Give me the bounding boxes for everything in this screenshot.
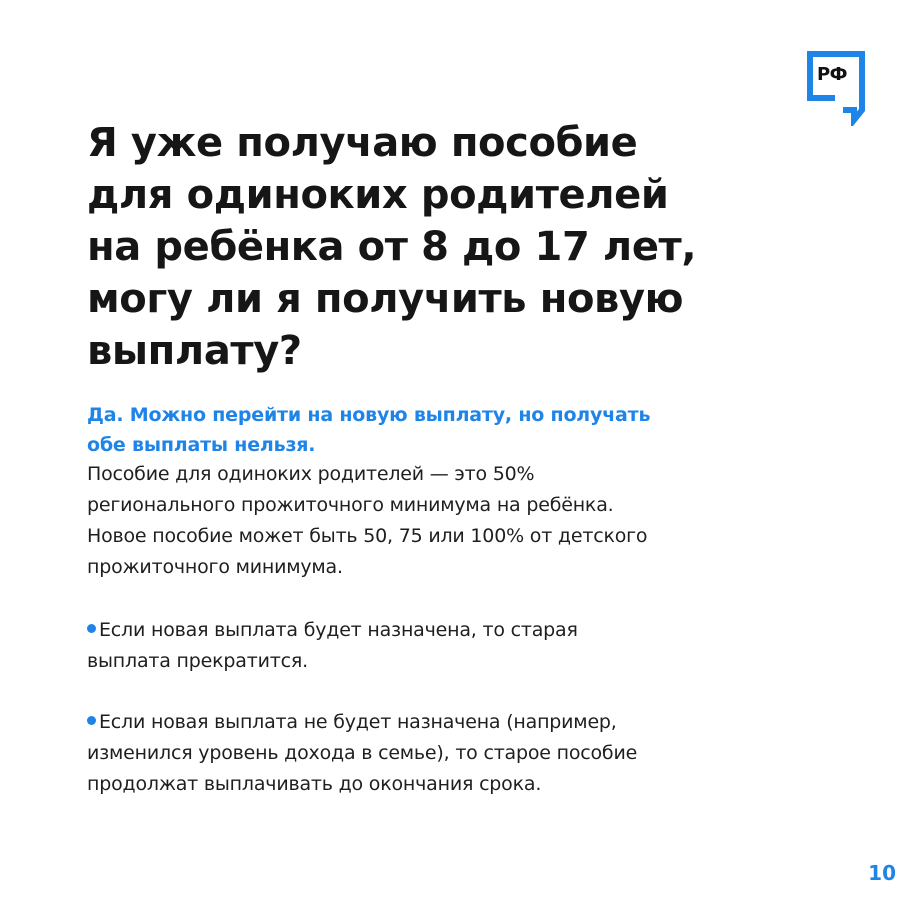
paragraph-line: Пособие для одиноких родителей — это 50% bbox=[87, 463, 535, 485]
title-line: выплату? bbox=[87, 328, 302, 374]
bullet-line: изменился уровень дохода в семье), то старое пособие bbox=[87, 742, 638, 764]
bullet-dot-icon bbox=[87, 624, 96, 633]
bullet-line: выплата прекратится. bbox=[87, 650, 308, 672]
logo-text: РФ bbox=[816, 64, 848, 85]
answer-line: обе выплаты нельзя. bbox=[87, 434, 316, 456]
bullet-text: Если новая выплата будет назначена, то старая bbox=[99, 619, 578, 641]
bullet-line bbox=[87, 707, 847, 738]
bullet-dot-icon bbox=[87, 716, 96, 725]
title-line: на ребёнка от 8 до 17 лет, bbox=[87, 224, 697, 270]
page-number: 10 bbox=[868, 861, 896, 885]
title-line: для одиноких родителей bbox=[87, 172, 669, 218]
title-line: могу ли я получить новую bbox=[87, 276, 684, 322]
paragraph-line: регионального прожиточного минимума на ребёнка. bbox=[87, 494, 614, 516]
bullet-item bbox=[87, 615, 847, 677]
paragraph-line: прожиточного минимума. bbox=[87, 556, 343, 578]
bullet-line: продолжат выплачивать до окончания срока. bbox=[87, 773, 542, 795]
bullet-line bbox=[87, 615, 847, 646]
answer-highlight bbox=[87, 400, 847, 460]
rf-logo bbox=[806, 50, 872, 126]
bullet-text: Если новая выплата не будет назначена (например, bbox=[99, 711, 617, 733]
page-title bbox=[87, 117, 807, 377]
explanation-paragraph bbox=[87, 459, 847, 583]
paragraph-line: Новое пособие может быть 50, 75 или 100% от детского bbox=[87, 525, 648, 547]
bullet-item bbox=[87, 707, 847, 800]
answer-line: Да. Можно перейти на новую выплату, но получать bbox=[87, 404, 651, 426]
speech-bubble-icon bbox=[806, 50, 872, 126]
title-line: Я уже получаю пособие bbox=[87, 120, 638, 166]
